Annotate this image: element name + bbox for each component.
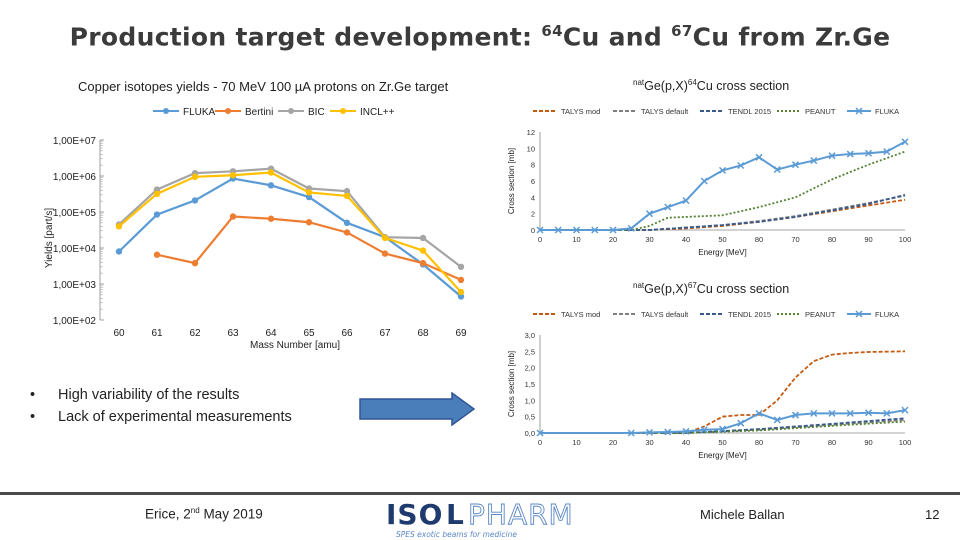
y-tick-label: 2,5 — [524, 347, 535, 357]
x-tick-label: 100 — [898, 235, 912, 244]
data-point — [344, 220, 350, 226]
title-part: Cu cross section — [696, 282, 790, 297]
isolpharm-logo — [384, 496, 576, 540]
series-line — [540, 418, 905, 433]
left-chart-title: Copper isotopes yields - 70 MeV 100 µA protons on Zr.Ge target — [78, 79, 449, 94]
y-tick-label: 6 — [530, 177, 535, 186]
y-tick-label: 1,00E+02 — [52, 316, 96, 327]
title-part: Ge(p,X) — [644, 79, 688, 94]
x-tick-label: 70 — [791, 235, 800, 244]
data-point — [306, 219, 312, 225]
data-point — [230, 213, 236, 219]
legend-label: TALYS mod — [561, 310, 601, 319]
data-point — [192, 174, 198, 180]
x-tick-label: 67 — [379, 328, 391, 339]
y-tick-label: 1,00E+06 — [52, 172, 96, 183]
x-tick-label: 50 — [718, 438, 727, 447]
bullet-item: • High variability of the results — [30, 384, 292, 406]
data-point — [344, 229, 350, 235]
title-sup-nat: nat — [633, 281, 645, 290]
title-sup-mass: 64 — [687, 78, 697, 87]
svg-text:SPES exotic beams for medicine: SPES exotic beams for medicine — [396, 530, 517, 539]
title-superscript-67: 67 — [671, 22, 693, 40]
right-bottom-chart-title — [633, 281, 789, 296]
data-point — [458, 264, 464, 270]
x-tick-label: 20 — [608, 235, 618, 244]
y-tick-label: 0,5 — [524, 412, 535, 422]
x-axis-label: Energy [MeV] — [698, 451, 747, 460]
x-tick-label: 50 — [718, 235, 727, 244]
legend-label: TALYS mod — [561, 107, 601, 116]
title-text-end: Cu from Zr.Ge — [692, 22, 891, 52]
data-point — [420, 260, 426, 266]
x-tick-label: 69 — [455, 328, 467, 339]
x-tick-label: 10 — [572, 438, 581, 447]
y-tick-label: 2,0 — [524, 363, 535, 373]
title-part: Cu cross section — [696, 79, 790, 94]
svg-text:PHARM: PHARM — [468, 498, 574, 531]
cu64-cross-section-chart — [495, 100, 925, 265]
x-tick-label: 60 — [113, 328, 125, 339]
data-point — [268, 216, 274, 222]
x-tick-label: 62 — [189, 328, 201, 339]
slide-number: 12 — [925, 507, 940, 522]
legend-label: Bertini — [245, 107, 274, 118]
title-sup-mass: 67 — [687, 281, 697, 290]
y-tick-label: 0,0 — [524, 429, 535, 438]
title-sup-nat: nat — [633, 78, 645, 87]
data-point — [420, 235, 426, 241]
legend-label: FLUKA — [875, 107, 900, 116]
yields-chart — [40, 98, 500, 360]
y-tick-label: 1,00E+03 — [52, 280, 96, 291]
legend-label: INCL++ — [360, 107, 395, 118]
y-axis-label: Cross section [mb] — [507, 350, 516, 418]
data-point — [192, 197, 198, 203]
x-tick-label: 66 — [341, 328, 353, 339]
data-point — [382, 235, 388, 241]
data-point — [154, 191, 160, 197]
bullet-list — [30, 384, 292, 428]
y-tick-label: 8 — [530, 160, 535, 170]
series-line — [540, 152, 905, 230]
x-tick-label: 80 — [754, 235, 764, 244]
y-tick-label: 1,00E+04 — [52, 244, 96, 255]
x-tick-label: 65 — [303, 328, 315, 339]
y-tick-label: 10 — [526, 144, 535, 154]
x-tick-label: 80 — [827, 235, 837, 244]
data-point — [458, 277, 464, 283]
y-tick-label: 12 — [526, 128, 535, 137]
legend-label: TALYS default — [641, 310, 689, 319]
x-tick-label: 90 — [864, 235, 873, 244]
x-tick-label: 20 — [608, 438, 618, 447]
y-axis-label: Cross section [mb] — [507, 147, 516, 215]
right-top-chart-title — [633, 78, 789, 93]
data-point — [116, 223, 122, 229]
x-axis-label: Energy [MeV] — [698, 248, 747, 257]
bullet-item: • Lack of experimental measurements — [30, 406, 292, 428]
x-tick-label: 80 — [754, 438, 764, 447]
x-tick-label: 90 — [864, 438, 873, 447]
legend-label: FLUKA — [875, 310, 900, 319]
svg-text:ISO: ISO — [386, 498, 444, 531]
data-point — [192, 260, 198, 266]
footer-date-part: May 2019 — [199, 506, 263, 522]
y-axis-label: Yields [part/s] — [44, 207, 55, 269]
y-tick-label: 1,00E+05 — [52, 208, 96, 219]
y-tick-label: 0 — [530, 226, 535, 235]
title-text: Production target development: — [69, 22, 533, 52]
legend-marker — [225, 108, 231, 114]
footer-date — [145, 506, 263, 522]
data-point — [344, 193, 350, 199]
x-tick-label: 30 — [645, 235, 654, 244]
title-superscript-64: 64 — [541, 22, 563, 40]
data-point — [268, 169, 274, 175]
footer-author: Michele Ballan — [700, 507, 785, 522]
y-tick-label: 4 — [530, 193, 535, 203]
legend-label: PEANUT — [805, 107, 836, 116]
legend-label: BIC — [308, 107, 325, 118]
data-point — [701, 178, 707, 184]
data-point — [306, 189, 312, 195]
data-point — [458, 289, 464, 295]
legend-label: TALYS default — [641, 107, 689, 116]
x-tick-label: 40 — [681, 235, 691, 244]
footer-date-part: Erice, 2 — [145, 506, 191, 522]
data-point — [230, 172, 236, 178]
y-tick-label: 3,0 — [524, 331, 535, 340]
x-tick-label: 100 — [898, 438, 912, 447]
data-point — [116, 248, 122, 254]
slide-title — [0, 22, 960, 51]
x-tick-label: 63 — [227, 328, 239, 339]
legend-label: TENDL 2015 — [728, 107, 772, 116]
legend-marker — [163, 108, 169, 114]
x-tick-label: 10 — [572, 235, 581, 244]
footer-date-sup: nd — [190, 506, 200, 515]
legend-marker — [340, 108, 346, 114]
y-tick-label: 1,0 — [524, 396, 535, 406]
y-tick-label: 2 — [530, 209, 535, 219]
title-part: Ge(p,X) — [644, 282, 688, 297]
x-tick-label: 68 — [417, 328, 429, 339]
series-line — [540, 351, 905, 433]
title-text-mid: Cu and — [562, 22, 663, 52]
data-point — [420, 247, 426, 253]
data-point — [268, 182, 274, 188]
x-tick-label: 0 — [537, 438, 543, 447]
x-tick-label: 80 — [827, 438, 837, 447]
y-tick-label: 1,5 — [524, 380, 535, 389]
legend-label: PEANUT — [805, 310, 836, 319]
x-tick-label: 64 — [265, 328, 277, 339]
y-tick-label: 1,00E+07 — [52, 136, 96, 147]
x-tick-label: 0 — [537, 235, 543, 244]
footer-divider — [0, 492, 960, 495]
x-tick-label: 40 — [681, 438, 691, 447]
legend-marker — [288, 108, 294, 114]
x-tick-label: 70 — [791, 438, 800, 447]
x-tick-label: 61 — [151, 328, 163, 339]
legend-label: FLUKA — [183, 107, 216, 118]
right-arrow-icon — [358, 392, 478, 426]
data-point — [154, 211, 160, 217]
x-axis-label: Mass Number [amu] — [249, 340, 341, 351]
series-line — [540, 195, 905, 230]
data-point — [154, 252, 160, 258]
legend-label: TENDL 2015 — [728, 310, 772, 319]
data-point — [382, 250, 388, 256]
cu67-cross-section-chart — [495, 303, 925, 468]
x-tick-label: 30 — [645, 438, 654, 447]
footer — [0, 492, 960, 540]
svg-text:L: L — [446, 498, 464, 531]
